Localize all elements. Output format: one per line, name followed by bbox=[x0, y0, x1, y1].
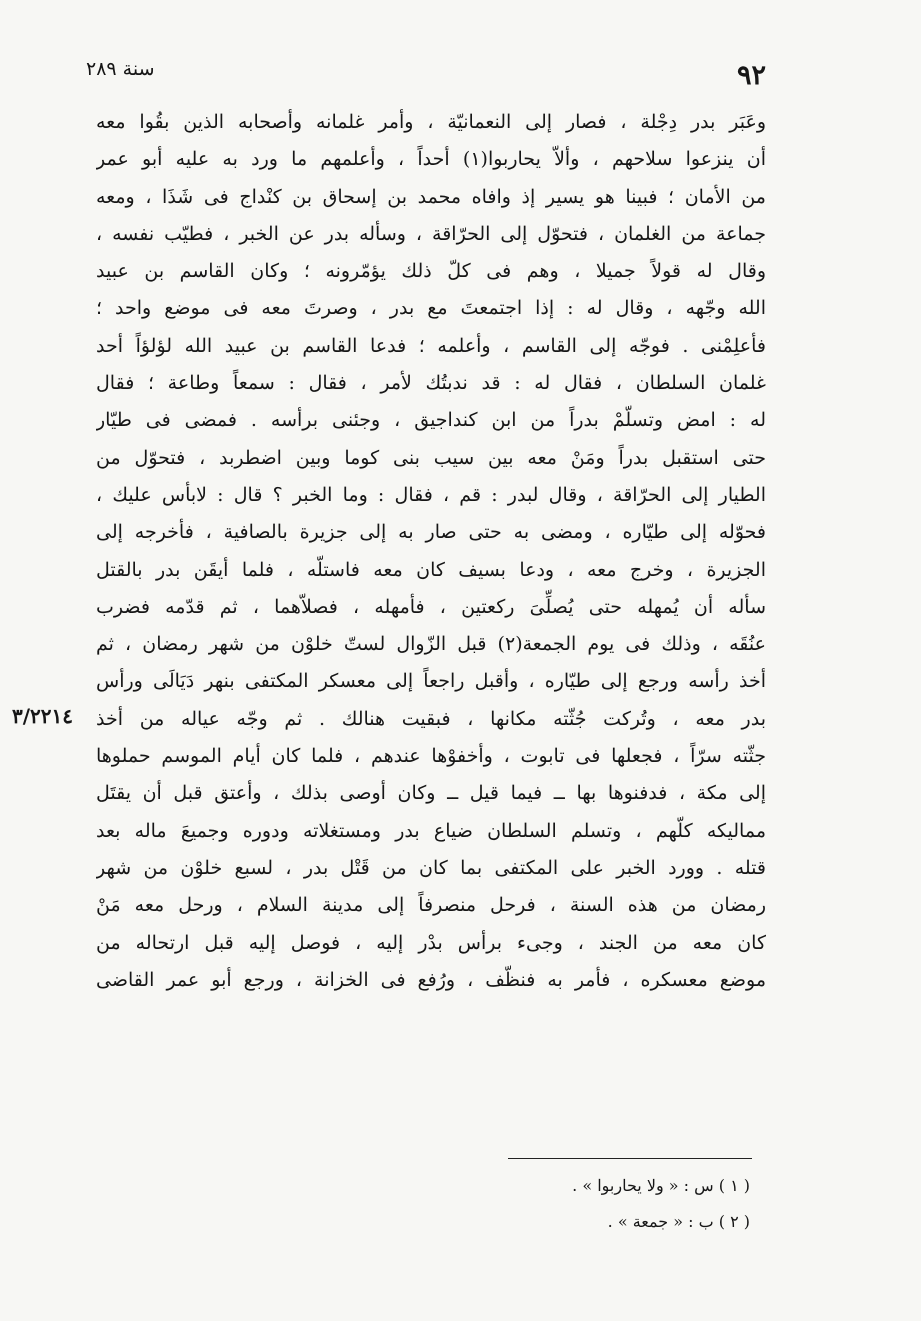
text-line: وعَبَر بدر دِجْلة ، فصار إلى النعمانيّة ، وأمر غلمانه وأصحابه الذين بقُوا معه bbox=[96, 111, 766, 133]
text-line: فحوّله إلى طيّاره ، ومضى به حتى صار به إلى جزيرة بالصافية ، فأخرجه إلى bbox=[96, 521, 766, 544]
text-line: عنُقَه ، وذلك فى يوم الجمعة(٢) قبل الزّوال لستّ خلوْن من شهر رمضان ، ثم bbox=[96, 633, 766, 656]
footnote-divider bbox=[508, 1158, 752, 1159]
text-line: له : امض وتسلّمْ بدراً من ابن كنداجيق ، وجئنى برأسه . فمضى فى طيّار bbox=[96, 409, 766, 432]
text-line: من الأمان ؛ فبينا هو يسير إذ وافاه محمد بن إسحاق بن كنْداج فى شَذَا ، ومعه bbox=[96, 185, 766, 208]
text-line: جثّته سرّاً ، فجعلها فى تابوت ، وأخفوْها عندهم ، فلما كان أيام الموسم حملوها bbox=[96, 745, 766, 768]
text-line: أن ينزعوا سلاحهم ، وألاّ يحاربوا(١) أحداً ، وأعلمهم ما ورد به عليه أبو عمر bbox=[96, 148, 766, 171]
text-line: الله وجّهه ، وقال له : إذا اجتمعتَ مع بدر ، وصرتَ معه فى موضع واحد ؛ bbox=[96, 297, 766, 320]
footnote: ( ٢ ) ب : « جمعة » . bbox=[607, 1212, 750, 1231]
text-line: رمضان من هذه السنة ، فرحل منصرفاً إلى مدينة السلام ، ورحل معه مَنْ bbox=[96, 894, 766, 917]
text-line: فأعلِمْنى . فوجّه إلى القاسم ، وأعلمه ؛ فدعا القاسم بن عبيد الله لؤلؤاً أحد bbox=[96, 334, 766, 357]
text-line: حتى استقبل بدراً ومَنْ معه بين سيب بنى كوما وبين اضطربد ، فتحوّل من bbox=[96, 446, 766, 469]
page-number: ٩٢ bbox=[736, 60, 766, 91]
running-head-year: سنة ٢٨٩ bbox=[86, 58, 155, 80]
margin-reference: ٣/٢٢١٤ bbox=[12, 704, 74, 728]
text-line: قتله . وورد الخبر على المكتفى بما كان من قَتْل بدر ، لسبع خلوْن من شهر bbox=[96, 856, 766, 879]
text-line: الطيار إلى الحرّاقة ، وقال لبدر : قم ، فقال : وما الخبر ؟ قال : لابأس عليك ، bbox=[96, 483, 766, 506]
text-line: مماليكه كلّهم ، وتسلم السلطان ضياع بدر ومستغلاته ودوره وجميعَ ماله بعد bbox=[96, 819, 766, 842]
text-line: كان معه من الجند ، وجىء برأس بدْر إليه ، فوصل إليه قبل ارتحاله من bbox=[96, 931, 766, 954]
text-line: أخذ رأسه ورجع إلى طيّاره ، وأقبل راجعاً إلى معسكر المكتفى بنهر دَيَالَى ورأس bbox=[96, 670, 766, 693]
page-header bbox=[86, 56, 766, 100]
footnote: ( ١ ) س : « ولا يحاربوا » . bbox=[572, 1176, 750, 1195]
text-line: إلى مكة ، فدفنوها بها ــ فيما قيل ــ وكان أوصى بذلك ، وأعتق قبل أن يقتَل bbox=[96, 782, 766, 805]
text-line: بدر معه ، وتُركت جُثّته مكانها ، فبقيت هنالك . ثم وجّه عياله من أخذ bbox=[96, 707, 766, 730]
text-line: الجزيرة ، وخرج معه ، ودعا بسيف كان معه فاستلّه ، فلما أيقَن بدر بالقتل bbox=[96, 558, 766, 581]
main-text bbox=[96, 104, 766, 999]
text-line: موضع معسكره ، فأمر به فنظّف ، ورُفع فى الخزانة ، ورجع أبو عمر القاضى bbox=[96, 968, 766, 991]
text-line: سأله أن يُمهله حتى يُصلِّىَ ركعتين ، فأمهله ، فصلاّهما ، ثم قدّمه فضرب bbox=[96, 595, 766, 618]
text-line: وقال له قولاً جميلا ، وهم فى كلّ ذلك يؤمّرونه ؛ وكان القاسم بن عبيد bbox=[96, 260, 766, 283]
footnotes bbox=[420, 1168, 750, 1240]
text-line: جماعة من الغلمان ، فتحوّل إلى الحرّاقة ، وسأله بدر عن الخبر ، فطيّب نفسه ، bbox=[96, 222, 766, 245]
text-line: غلمان السلطان ، فقال له : قد ندبتُك لأمر ، فقال : سمعاً وطاعة ؛ فقال bbox=[96, 372, 766, 395]
